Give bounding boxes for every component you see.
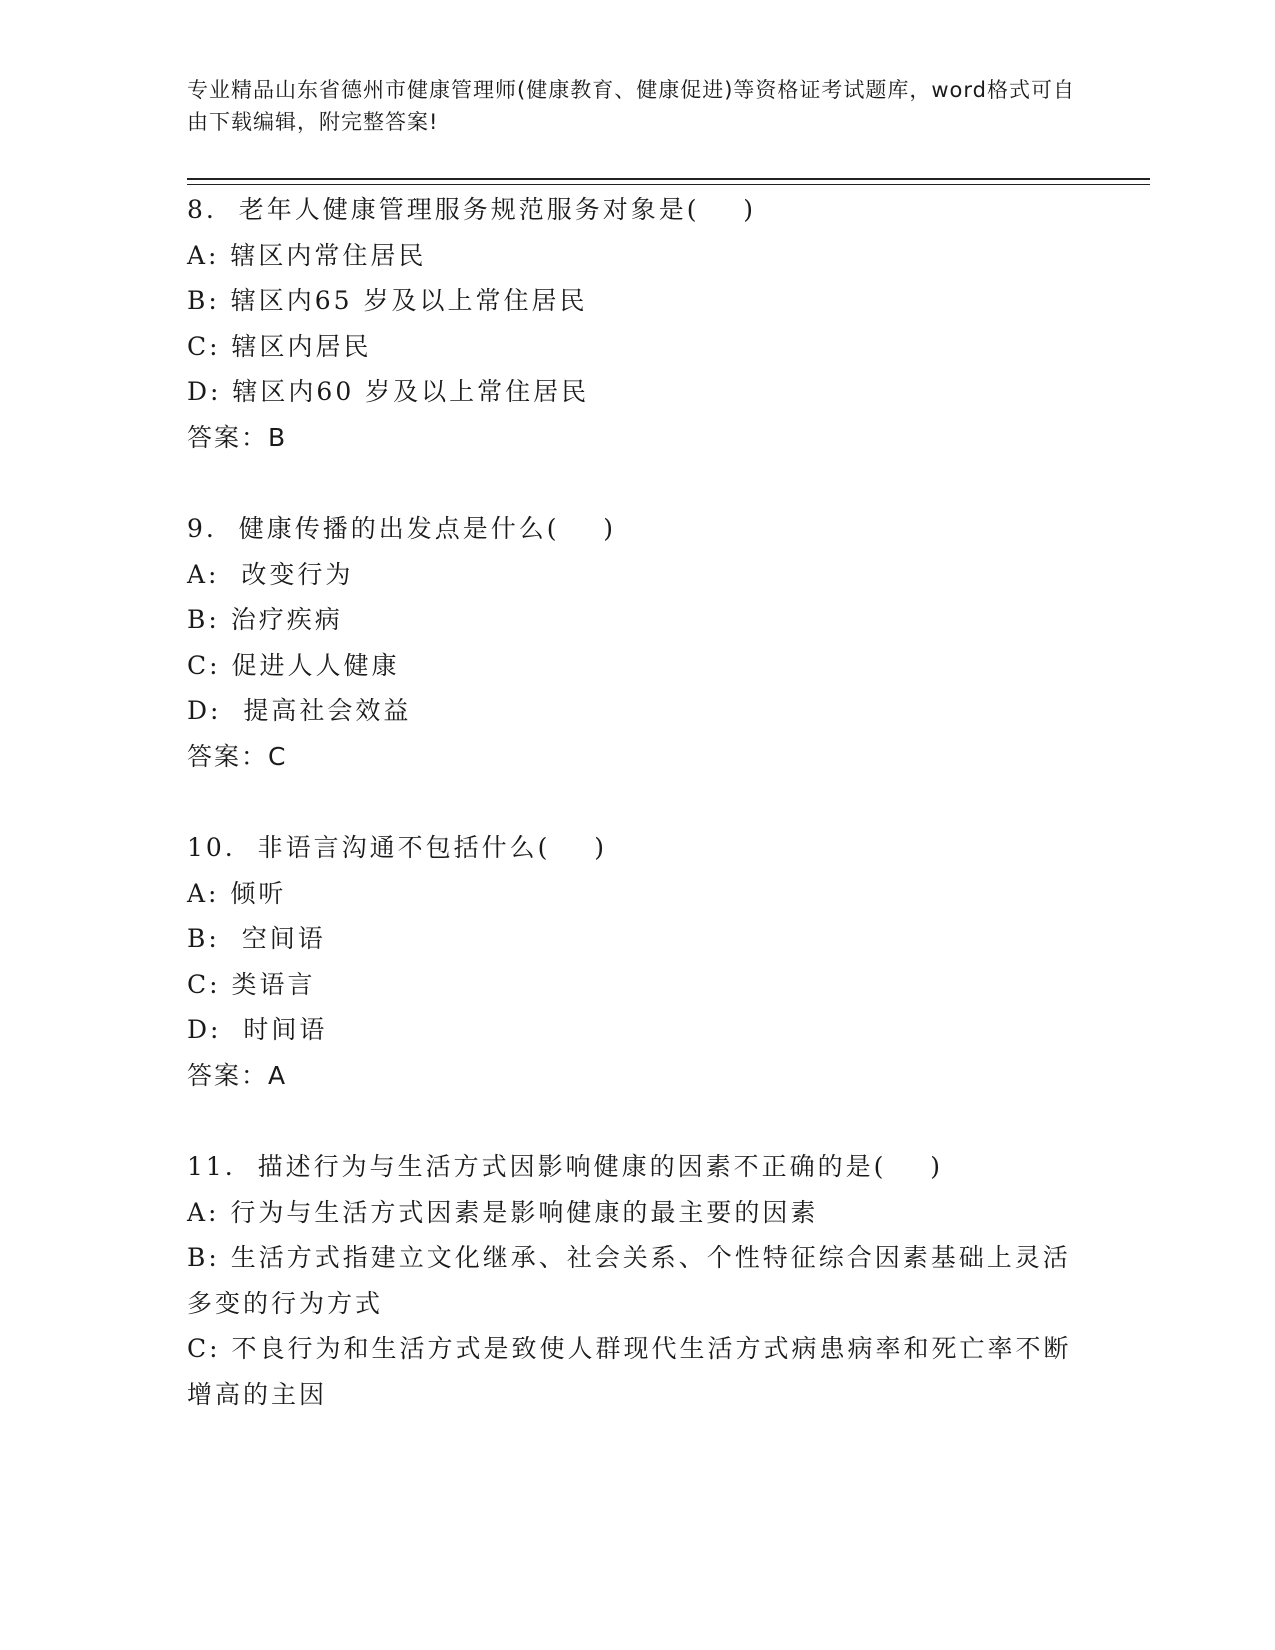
option-a: A: 辖区内常住居民 — [187, 240, 427, 270]
option-d: D: 时间语 — [187, 1015, 328, 1044]
option-b: B: 治疗疾病 — [187, 605, 343, 634]
header-divider-thin — [187, 184, 1150, 185]
option-c: C: 不良行为和生活方式是致使人群现代生活方式病患病率和死亡率不断增高的主因 — [187, 1334, 1072, 1409]
question-list — [187, 187, 1087, 1463]
header-divider — [187, 178, 1150, 180]
option-d: D: 辖区内60 岁及以上常住居民 — [187, 377, 590, 406]
question-stem: 11. 描述行为与生活方式因影响健康的因素不正确的是( ) — [187, 1152, 943, 1181]
option-c: C: 促进人人健康 — [187, 650, 400, 680]
option-c: C: 类语言 — [187, 969, 316, 999]
option-b: B: 空间语 — [187, 924, 326, 953]
document-header: 专业精品山东省德州市健康管理师(健康教育、健康促进)等资格证考试题库，word格式可自由下载编辑，附完整答案! — [187, 78, 1076, 134]
option-c: C: 辖区内居民 — [187, 331, 372, 361]
option-a: A: 倾听 — [187, 878, 287, 908]
question-item — [187, 187, 1087, 460]
option-a: A: 改变行为 — [187, 559, 354, 589]
question-stem: 9. 健康传播的出发点是什么( ) — [187, 514, 617, 543]
answer: 答案：A — [187, 1060, 288, 1090]
option-b: B: 辖区内65 岁及以上常住居民 — [187, 286, 588, 315]
question-stem: 8. 老年人健康管理服务规范服务对象是( ) — [187, 195, 757, 224]
answer: 答案：C — [187, 741, 288, 771]
question-item — [187, 1144, 1087, 1417]
option-a: A: 行为与生活方式因素是影响健康的最主要的因素 — [187, 1197, 819, 1227]
option-b: B: 生活方式指建立文化继承、社会关系、个性特征综合因素基础上灵活多变的行为方式 — [187, 1243, 1071, 1318]
question-item — [187, 506, 1087, 779]
option-d: D: 提高社会效益 — [187, 696, 412, 725]
answer: 答案：B — [187, 422, 288, 452]
question-stem: 10. 非语言沟通不包括什么( ) — [187, 833, 607, 862]
question-item — [187, 825, 1087, 1098]
